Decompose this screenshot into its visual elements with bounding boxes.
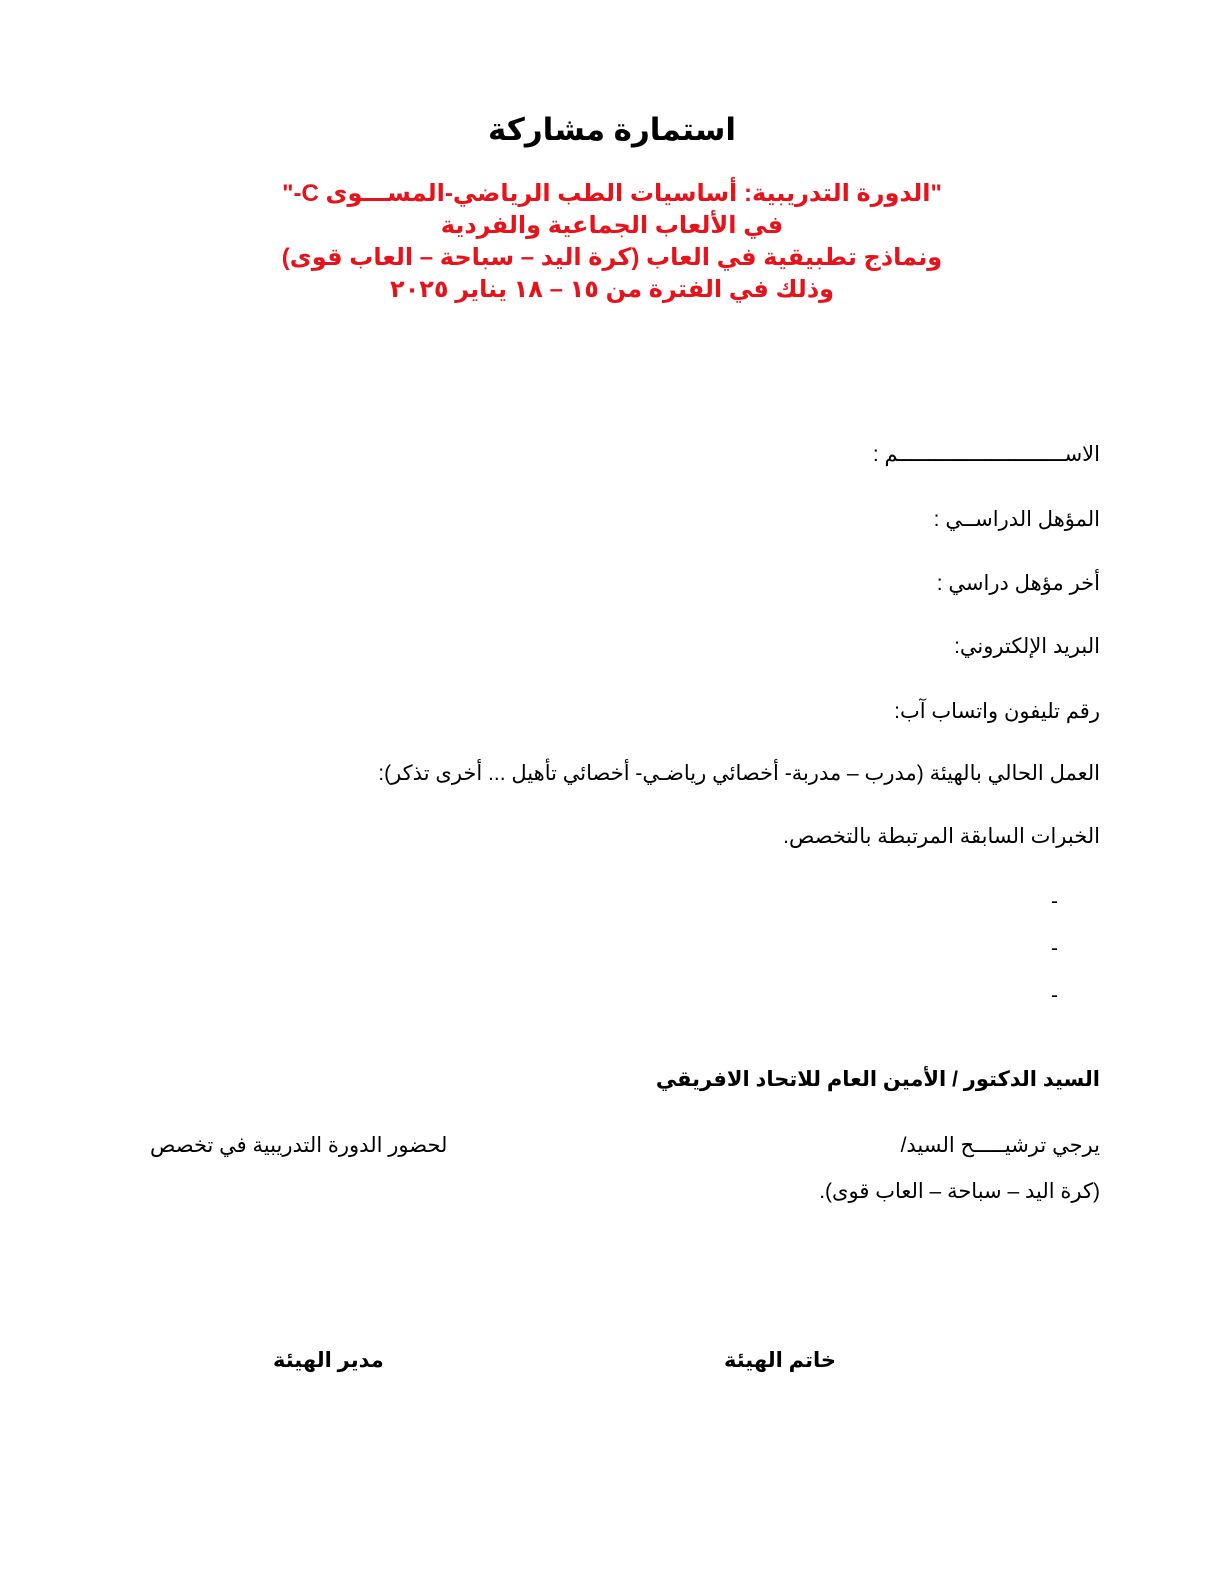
experience-bullet-1: - [1051,890,1058,913]
experience-bullet-3: - [1051,984,1058,1007]
nomination-specialties: (كرة اليد – سباحة – العاب قوى). [819,1180,1100,1203]
current-job-field-label: العمل الحالي بالهيئة (مدرب – مدربة- أخصائي رياضـي- أخصائي تأهيل ... أخرى تذكر): [378,762,1100,785]
nomination-request-text: يرجي ترشيـــــح السيد/ [900,1134,1100,1157]
course-subtitle [0,178,1224,306]
qualification-field-label: المؤهل الدراســي : [933,508,1100,531]
addressee-line: السيد الدكتور / الأمين العام للاتحاد الافريقي [655,1068,1100,1091]
subtitle-line-1: "الدورة التدريبية: أساسيات الطب الرياضي-المســـوى C-" [282,180,942,207]
subtitle-line-2: في الألعاب الجماعية والفردية [440,212,784,239]
phone-field-label: رقم تليفون واتساب آب: [894,700,1100,723]
experience-field-label: الخبرات السابقة المرتبطة بالتخصص. [783,825,1100,848]
subtitle-line-4: وذلك في الفترة من ١٥ – ١٨ يناير ٢٠٢٥ [389,276,835,303]
email-field-label: البريد الإلكتروني: [954,635,1100,658]
organization-director-label: مدير الهيئة [273,1349,384,1372]
subtitle-line-3: ونماذج تطبيقية في العاب (كرة اليد – سباحة – العاب قوى) [281,244,943,271]
nomination-attend-text: لحضور الدورة التدريبية في تخصص [150,1134,448,1157]
name-field-label: الاســـــــــــــــــــــــــــم : [872,443,1100,466]
experience-bullet-2: - [1051,937,1058,960]
organization-stamp-label: خاتم الهيئة [724,1349,837,1372]
last-qualification-field-label: أخر مؤهل دراسي : [936,572,1100,595]
form-title: استمارة مشاركة [488,112,736,147]
